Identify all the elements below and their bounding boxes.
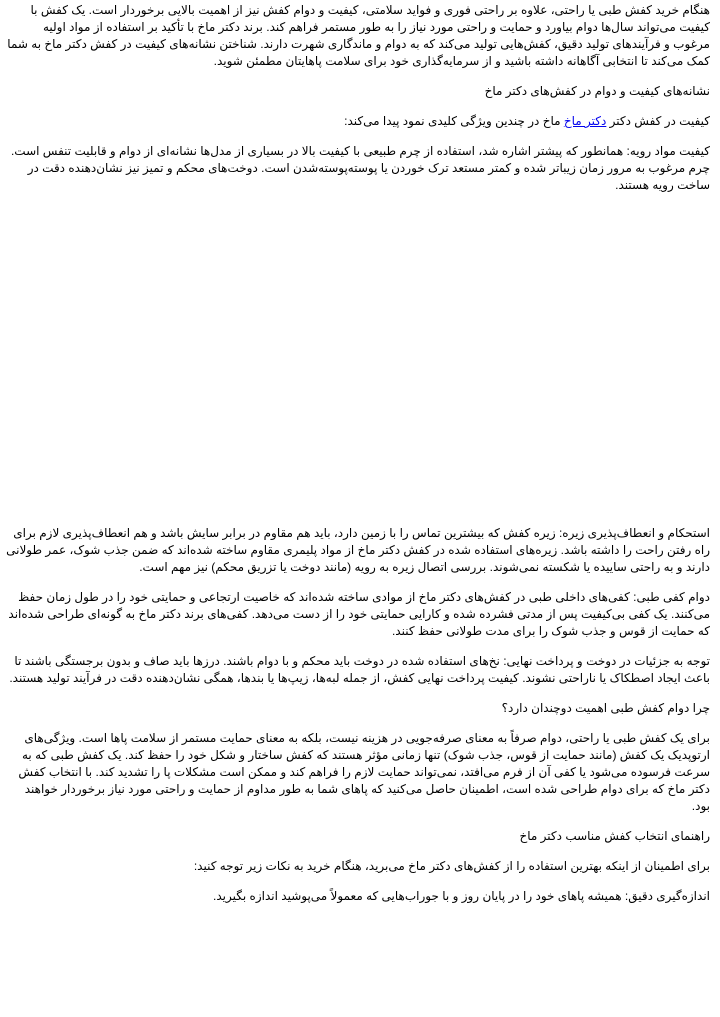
article-body bbox=[6, 0, 710, 905]
quality-paragraph bbox=[6, 113, 710, 130]
heading-buying-guide: راهنمای انتخاب کفش مناسب دکتر ماخ bbox=[519, 829, 710, 843]
sole-paragraph: استحکام و انعطاف‌پذیری زیره: زیره کفش که بیشترین تماس را با زمین دارد، باید هم مقاوم در برابر سایش باشد و هم انعطاف‌پذیری لازم برای راه رفتن راحت را داشته باشد. زیره‌های استفاده شده در کفش دکتر ماخ از مواد پلیمری مقاوم ساخته شده‌اند که ضمن جذب شوک، عمر طولانی دارند و به راحتی ساییده یا شکسته نمی‌شوند. بررسی اتصال زیره به رویه (مانند دوخت یا تزریق محکم) نیز مهم است. bbox=[6, 526, 710, 574]
guide-intro-paragraph: برای اطمینان از اینکه بهترین استفاده را از کفش‌های دکتر ماخ می‌برید، هنگام خرید به نکات زیر توجه کنید: bbox=[193, 859, 710, 873]
heading-why-durability: چرا دوام کفش طبی اهمیت دوچندان دارد؟ bbox=[501, 701, 710, 715]
sizing-paragraph: اندازه‌گیری دقیق: همیشه پاهای خود را در پایان روز و با جوراب‌هایی که معمولاً می‌پوشید اندازه بگیرید. bbox=[213, 889, 710, 903]
intro-paragraph: هنگام خرید کفش طبی یا راحتی، علاوه بر راحتی فوری و فواید سلامتی، کیفیت و دوام کفش نیز از اهمیت بالایی برخوردار است. یک کفش با کیفیت می‌تواند سال‌ها دوام بیاورد و حمایت و راحتی مورد نیاز را به طور مستمر فراهم کند. برند دکتر ماخ با تأکید بر استفاده از مواد اولیه مرغوب و فرآیندهای تولید دقیق، کفش‌هایی تولید می‌کند که به دوام و ماندگاری شهرت دارند. شناختن نشانه‌های کیفیت در کفش دکتر ماخ به شما کمک می‌کند تا انتخابی آگاهانه داشته باشید و از سرمایه‌گذاری خود برای سلامت پاهایتان مطمئن شوید. bbox=[7, 3, 710, 68]
insole-paragraph: دوام کفی طبی: کفی‌های داخلی طبی در کفش‌های دکتر ماخ از موادی ساخته شده‌اند که خاصیت ارتجاعی و حمایتی خود را در طول زمان حفظ می‌کنند. یک کفی بی‌کیفیت پس از مدتی فشرده شده و کارایی حمایتی خود را از دست می‌دهد. کفی‌های برند دکتر ماخ به گونه‌ای طراحی شده‌اند که حمایت از قوس و جذب شوک را برای مدت طولانی حفظ کنند. bbox=[8, 590, 710, 638]
details-paragraph: توجه به جزئیات در دوخت و پرداخت نهایی: نخ‌های استفاده شده در دوخت باید محکم و با دوام باشند. درزها باید صاف و بدون برجستگی باشند تا باعث ایجاد اصطکاک یا ناراحتی نشوند. کیفیت پرداخت نهایی کفش، از جمله لبه‌ها، زیپ‌ها یا بندها، همگی نشان‌دهنده دقت در فرآیند تولید هستند. bbox=[9, 654, 710, 685]
heading-quality-signs: نشانه‌های کیفیت و دوام در کفش‌های دکتر ماخ bbox=[484, 84, 710, 98]
upper-material-paragraph: کیفیت مواد رویه: همانطور که پیشتر اشاره شد، استفاده از چرم طبیعی با کیفیت بالا در بسیاری از مدل‌ها نشانه‌ای از دوام و قابلیت تنفس است. چرم مرغوب به مرور زمان زیباتر شده و کمتر مستعد ترک خوردن یا پوسته‌پوسته‌شدن است. دوخت‌های محکم و تمیز نیز نشان‌دهنده دقت در ساخت رویه هستند. bbox=[10, 144, 710, 192]
why-durability-paragraph: برای یک کفش طبی یا راحتی، دوام صرفاً به معنای صرفه‌جویی در هزینه نیست، بلکه به معنای حمایت مستمر از سلامت پاها است. ویژگی‌های ارتوپدیک یک کفش (مانند حمایت از قوس، جذب شوک) تنها زمانی مؤثر هستند که کفش ساختار و شکل خود را حفظ کند. یک کفش طبی که به سرعت فرسوده می‌شود یا کفی آن از فرم می‌افتد، نمی‌تواند حمایت لازم را فراهم کند و ممکن است مشکلات پا را تشدید کند. با انتخاب کفش دکتر ماخ که برای دوام طراحی شده است، اطمینان حاصل می‌کنید که پاهای شما به طور مداوم از حمایت و راحتی مورد نیاز برخوردار خواهند بود. bbox=[18, 731, 710, 813]
dr-mach-link[interactable]: دکتر ماخ bbox=[563, 114, 607, 128]
quality-text-start: کیفیت در کفش دکتر bbox=[606, 114, 710, 128]
quality-text-end: ماخ در چندین ویژگی کلیدی نمود پیدا می‌کند: bbox=[344, 114, 564, 128]
